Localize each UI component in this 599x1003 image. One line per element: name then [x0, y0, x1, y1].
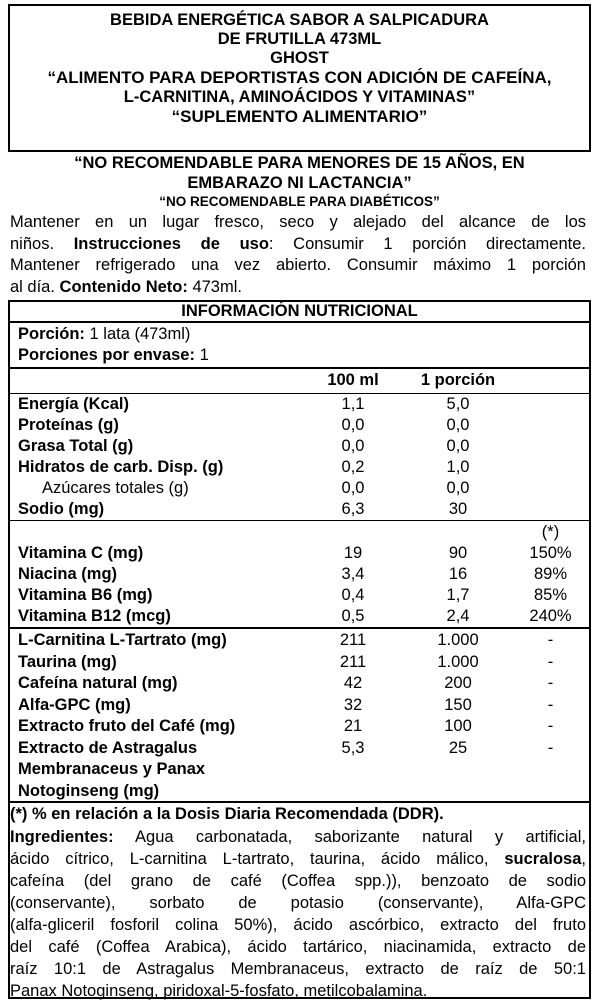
ingredients-line: Panax Notoginseng, piridoxal-5-fosfato, metilcobalamina.	[10, 982, 428, 1000]
value-portion: 0,0	[446, 416, 470, 434]
value-100ml: 6,3	[341, 500, 365, 518]
column-header-row	[18, 370, 578, 391]
brand-name: GHOST	[270, 49, 329, 67]
nutrient-row	[18, 457, 578, 478]
servings-row	[18, 345, 578, 366]
nutrient-label: Azúcares totales (g)	[42, 479, 189, 497]
value-100ml: 21	[343, 717, 363, 735]
nutrient-label: Membranaceus y Panax	[18, 760, 206, 778]
value-100ml: 19	[343, 544, 363, 562]
value-100ml: 0,5	[341, 607, 365, 625]
divider	[8, 367, 591, 369]
vitamin-row	[18, 564, 578, 585]
value-ddr: -	[547, 738, 554, 757]
value-ddr: -	[547, 695, 554, 714]
ddr-header-row	[18, 522, 578, 543]
usage-line1: Mantener en un lugar fresco, seco y alejado del alcance de los	[10, 213, 586, 231]
nutrient-row	[18, 478, 578, 499]
ingredients-text: Agua carbonatada, saborizante natural y artificial,	[135, 828, 586, 846]
nutrition-title: INFORMACIÓN NUTRICIONAL	[181, 302, 418, 320]
product-name-line2: DE FRUTILLA 473ML	[217, 30, 382, 48]
usage-line4	[10, 277, 586, 299]
ingredients-label: Ingredientes:	[10, 828, 114, 846]
divider	[8, 627, 591, 629]
nutrient-label: Energía (Kcal)	[18, 395, 129, 413]
compound-row	[18, 781, 578, 802]
supplement-label: “SUPLEMENTO ALIMENTARIO”	[171, 107, 428, 126]
category-line2: L-CARNITINA, AMINOÁCIDOS Y VITAMINAS”	[123, 88, 476, 106]
value-100ml: 0,0	[341, 479, 365, 497]
compound-row	[18, 673, 578, 694]
value-100ml: 0,0	[341, 437, 365, 455]
vitamin-row	[18, 606, 578, 627]
value-ddr: -	[547, 652, 554, 671]
vitamin-row	[18, 543, 578, 564]
usage-instructions-text: : Consumir 1 porción directamente.	[268, 234, 586, 253]
usage-instructions-label: Instrucciones de uso	[73, 234, 269, 253]
value-100ml: 211	[339, 631, 367, 649]
nutrient-row	[18, 499, 578, 520]
value-100ml: 3,4	[341, 565, 365, 583]
product-name-line1: BEBIDA ENERGÉTICA SABOR A SALPICADURA	[110, 11, 489, 29]
nutrient-row	[18, 415, 578, 436]
vitamin-row	[18, 585, 578, 606]
value-portion: 25	[448, 738, 468, 757]
nutrient-label: Notoginseng (mg)	[18, 781, 160, 800]
category-line1: “ALIMENTO PARA DEPORTISTAS CON ADICIÓN DE CAFEÍNA,	[47, 68, 552, 87]
value-portion: 5,0	[446, 395, 470, 413]
value-ddr: -	[547, 717, 554, 735]
divider	[8, 801, 591, 803]
usage-paragraph	[10, 212, 586, 298]
ingredients-sucralose: sucralosa	[504, 850, 582, 868]
ingredients-line: (alfa-gliceril fosforil colina 50%), ácido ascórbico, extracto del fruto	[10, 916, 586, 934]
warning-diabetics: “NO RECOMENDABLE PARA DIABÉTICOS”	[159, 194, 440, 209]
nutrient-label: Extracto fruto del Café (mg)	[18, 717, 236, 735]
net-content-value: 473ml.	[192, 277, 242, 296]
warning-line1: “NO RECOMENDABLE PARA MENORES DE 15 AÑOS, EN	[74, 154, 525, 172]
value-portion: 100	[444, 717, 472, 735]
ingredients-line: (conservante), sorbato de potasio (conservante), Alfa-GPC	[10, 894, 586, 912]
nutrient-label: Proteínas (g)	[18, 416, 119, 434]
portion-value: 1 lata (473ml)	[89, 325, 191, 343]
ingredients-line: raíz 10:1 de Astragalus Membranaceus, extracto de raíz de 50:1	[10, 960, 586, 978]
nutrient-label: Sodio (mg)	[18, 500, 105, 518]
warning-line2: EMBARAZO NI LACTANCIA”	[187, 174, 412, 192]
nutrient-label: Vitamina B6 (mg)	[18, 586, 153, 604]
nutrient-label: Extracto de Astragalus	[18, 738, 198, 757]
value-ddr: -	[547, 674, 554, 692]
nutrient-label: Cafeína natural (mg)	[18, 674, 178, 692]
usage-text: niños.	[10, 234, 55, 253]
usage-line2	[10, 234, 586, 256]
value-portion: 30	[448, 500, 468, 518]
value-portion: 90	[448, 544, 468, 562]
compound-row	[18, 695, 578, 716]
nutrient-label: Niacina (mg)	[18, 565, 118, 583]
value-portion: 0,0	[446, 479, 470, 497]
value-ddr: 150%	[529, 544, 572, 562]
portion-label: Porción:	[18, 325, 85, 343]
value-100ml: 0,0	[341, 416, 365, 434]
ddr-note: (*) % en relación a la Dosis Diaria Recomendada (DDR).	[10, 805, 444, 823]
net-content-label: Contenido Neto:	[59, 277, 188, 296]
col-portion-header: 1 porción	[420, 371, 496, 389]
value-100ml: 5,3	[341, 738, 365, 757]
ingredients-text: ácido cítrico, L-carnitina L-tartrato, taurina, ácido málico,	[10, 850, 489, 868]
nutrient-row	[18, 394, 578, 415]
value-100ml: 211	[339, 652, 367, 671]
value-ddr: -	[547, 631, 554, 649]
value-portion: 1.000	[437, 652, 479, 671]
compound-row	[18, 738, 578, 759]
nutrient-label: Vitamina B12 (mcg)	[18, 607, 171, 625]
value-100ml: 42	[343, 674, 363, 692]
value-100ml: 0,2	[341, 458, 365, 476]
col-ddr-header: (*)	[541, 523, 560, 541]
ingredients-line	[10, 848, 586, 870]
col-100ml-header: 100 ml	[327, 371, 379, 389]
servings-label: Porciones por envase:	[18, 346, 195, 364]
value-100ml: 32	[343, 695, 363, 714]
compound-row	[18, 630, 578, 651]
ingredients-paragraph	[10, 826, 586, 1002]
compound-row	[18, 652, 578, 673]
value-portion: 1.000	[437, 631, 479, 649]
value-portion: 16	[448, 565, 468, 583]
nutrient-label: Taurina (mg)	[18, 652, 117, 671]
usage-text: al día.	[10, 277, 55, 296]
value-portion: 1,0	[446, 458, 470, 476]
ingredients-text: ,	[581, 850, 586, 868]
ingredients-line	[10, 826, 586, 848]
value-ddr: 89%	[533, 565, 568, 583]
servings-value: 1	[199, 346, 209, 364]
divider	[8, 321, 591, 323]
value-portion: 150	[444, 695, 472, 714]
nutrient-row	[18, 436, 578, 457]
ingredients-line: cafeína (del grano de café (Coffea spp.)), benzoato de sodio	[10, 872, 586, 890]
divider	[8, 520, 591, 521]
nutrient-label: L-Carnitina L-Tartrato (mg)	[18, 631, 227, 649]
value-portion: 2,4	[446, 607, 470, 625]
compound-row	[18, 716, 578, 737]
portion-row	[18, 324, 578, 345]
value-portion: 1,7	[446, 586, 470, 604]
ingredients-line: del café (Coffea Arabica), ácido tartárico, niacinamida, extracto de	[10, 938, 586, 956]
value-100ml: 0,4	[341, 586, 365, 604]
usage-line3: Mantener refrigerado una vez abierto. Consumir máximo 1 porción	[10, 256, 586, 274]
nutrient-label: Alfa-GPC (mg)	[18, 695, 131, 714]
nutrient-label: Vitamina C (mg)	[18, 544, 144, 562]
value-100ml: 1,1	[341, 395, 365, 413]
value-portion: 200	[444, 674, 472, 692]
nutrient-label: Grasa Total (g)	[18, 437, 134, 455]
value-ddr: 240%	[529, 607, 572, 625]
value-ddr: 85%	[533, 586, 568, 604]
nutrient-label: Hidratos de carb. Disp. (g)	[18, 458, 224, 476]
value-portion: 0,0	[446, 437, 470, 455]
compound-row	[18, 759, 578, 780]
